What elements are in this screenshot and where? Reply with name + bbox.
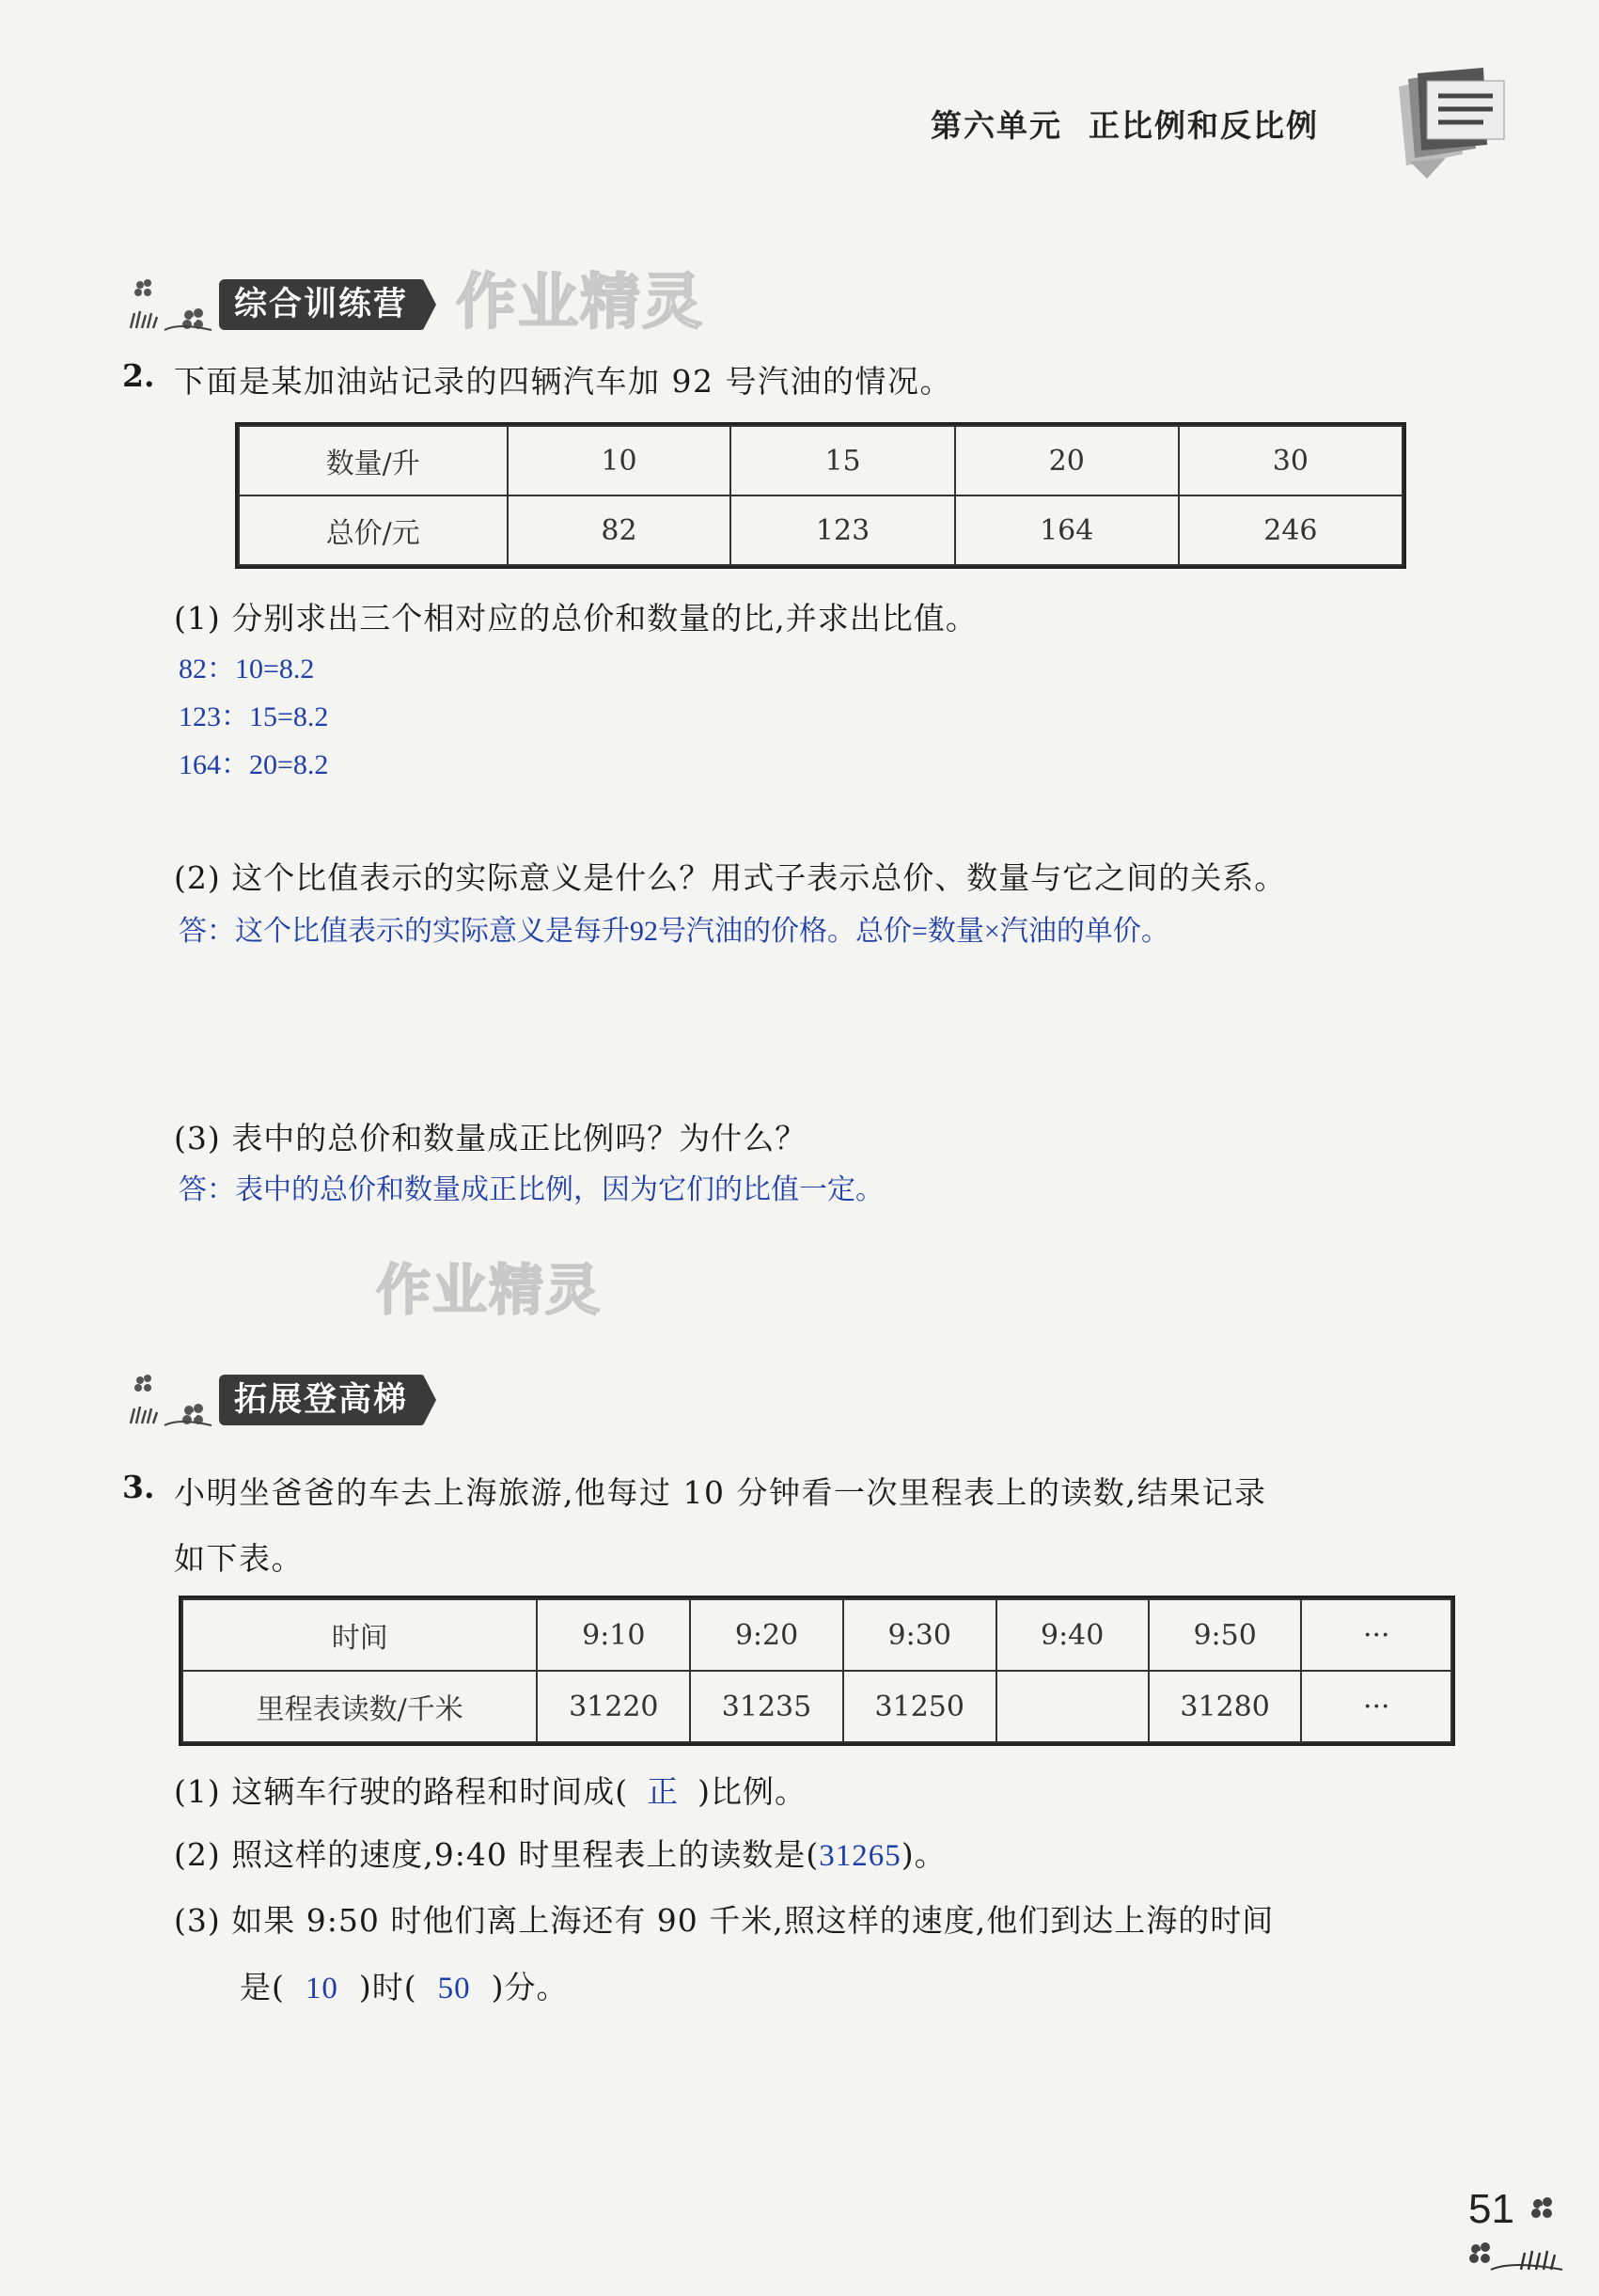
table-cell-empty <box>996 1671 1149 1742</box>
table-header-cell: 里程表读数/千米 <box>182 1671 537 1742</box>
question-prefix: (2) 照这样的速度,9:40 时里程表上的读数是( <box>174 1836 820 1873</box>
table-cell: 82 <box>508 495 731 565</box>
table-cell: 9:30 <box>843 1599 996 1671</box>
answer-line: 164：20=8.2 <box>179 749 329 780</box>
odometer-table <box>181 1598 1452 1743</box>
answer-blank: 31265 <box>819 1839 901 1873</box>
table-header-cell: 时间 <box>182 1599 537 1671</box>
table-cell: 15 <box>730 426 954 495</box>
flower-grass-icon <box>127 1373 221 1431</box>
table-cell: 246 <box>1179 495 1403 565</box>
table-row <box>239 426 1403 495</box>
table-header-cell: 总价/元 <box>239 495 508 565</box>
table-cell: 123 <box>730 495 954 565</box>
fuel-table <box>238 425 1403 566</box>
table-cell: 9:20 <box>690 1599 843 1671</box>
table-cell: 31250 <box>843 1671 996 1742</box>
question-mid: )时( <box>358 1969 417 2005</box>
question-suffix: )。 <box>901 1836 947 1873</box>
page-header-title <box>931 102 1319 146</box>
question-number: 3. <box>122 1469 155 1505</box>
table-cell: ··· <box>1301 1671 1451 1742</box>
table-cell: 164 <box>955 495 1179 565</box>
question-prefix: (1) 这辆车行驶的路程和时间成( <box>174 1773 629 1810</box>
table-row <box>182 1599 1451 1671</box>
section-title: 拓展登高梯 <box>219 1375 423 1425</box>
question-prefix: 是( <box>240 1969 285 2005</box>
book-stack-icon <box>1389 68 1512 181</box>
question-text: 小明坐爸爸的车去上海旅游,他每过 10 分钟看一次里程表上的读数,结果记录 <box>174 1474 1267 1511</box>
section-title: 综合训练营 <box>219 279 423 330</box>
table-cell: 20 <box>955 426 1179 495</box>
question-number: 2. <box>122 357 155 394</box>
table-cell: ··· <box>1301 1599 1451 1671</box>
table-header-cell: 数量/升 <box>239 426 508 495</box>
answer-blank-hour: 10 <box>305 1972 338 2005</box>
answer-blank: 正 <box>647 1776 680 1810</box>
page-number: 51 <box>1468 2186 1514 2232</box>
table-cell: 10 <box>508 426 731 495</box>
section-banner-extension <box>127 1373 465 1431</box>
table-row <box>239 495 1403 565</box>
sub-question-1 <box>174 1768 807 1812</box>
topic-label: 正比例和反比例 <box>1089 107 1319 144</box>
sub-question-2: (2) 这个比值表示的实际意义是什么？用式子表示总价、数量与它之间的关系。 <box>174 859 1287 896</box>
sub-question-1: (1) 分别求出三个相对应的总价和数量的比,并求出比值。 <box>174 600 978 637</box>
watermark: 作业精灵 <box>376 1258 603 1322</box>
table-cell: 31235 <box>690 1671 843 1742</box>
question-suffix: )比例。 <box>698 1773 807 1810</box>
table-cell: 31220 <box>537 1671 690 1742</box>
answer-line: 123：15=8.2 <box>179 701 329 732</box>
table-cell: 9:10 <box>537 1599 690 1671</box>
answer-line: 82：10=8.2 <box>179 653 315 684</box>
question-suffix: )分。 <box>491 1969 569 2005</box>
flower-grass-icon <box>127 277 221 336</box>
watermark: 作业精灵 <box>456 268 704 338</box>
answer-blank-minute: 50 <box>437 1972 471 2005</box>
sub-question-2 <box>174 1831 947 1875</box>
table-cell: 9:50 <box>1149 1599 1302 1671</box>
section-banner-practice <box>127 277 465 336</box>
unit-label: 第六单元 <box>931 107 1062 144</box>
answer-line: 答：表中的总价和数量成正比例，因为它们的比值一定。 <box>179 1174 884 1205</box>
table-cell: 30 <box>1179 426 1403 495</box>
answer-line: 答：这个比值表示的实际意义是每升92号汽油的价格。总价=数量×汽油的单价。 <box>179 916 1169 947</box>
sub-question-3-cont <box>240 1963 569 2007</box>
question-text: 下面是某加油站记录的四辆汽车加 92 号汽油的情况。 <box>174 363 952 400</box>
table-cell: 31280 <box>1149 1671 1302 1742</box>
question-text-cont: 如下表。 <box>174 1540 304 1577</box>
sub-question-3: (3) 表中的总价和数量成正比例吗？为什么？ <box>174 1120 807 1156</box>
sub-question-3: (3) 如果 9:50 时他们离上海还有 90 千米,照这样的速度,他们到达上海的时间 <box>174 1902 1275 1939</box>
flower-grass-icon <box>1465 2191 1568 2275</box>
table-row <box>182 1671 1451 1742</box>
table-cell: 9:40 <box>996 1599 1149 1671</box>
